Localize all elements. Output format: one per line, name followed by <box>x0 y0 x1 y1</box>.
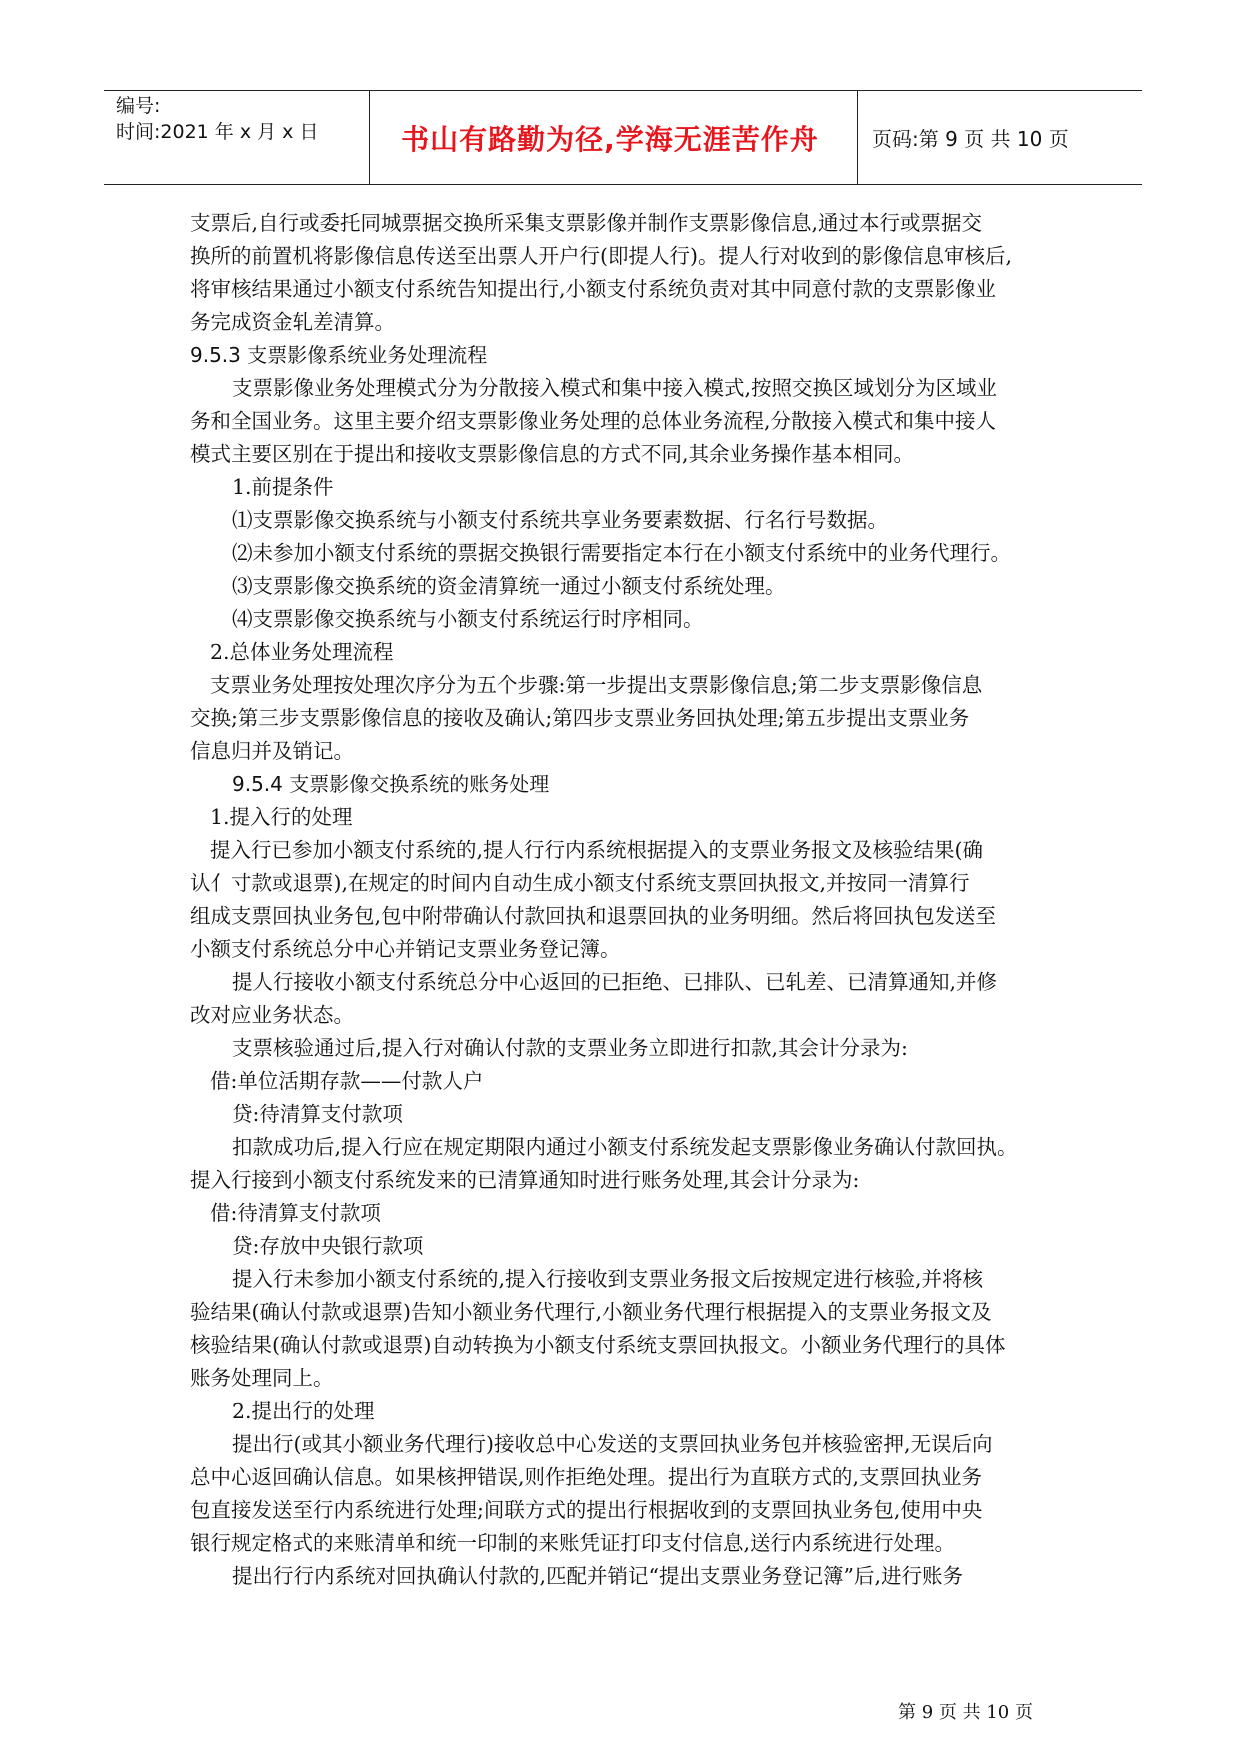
body-line: 总中心返回确认信息。如果核押错误,则作拒绝处理。提出行为直联方式的,支票回执业务 <box>190 1465 983 1489</box>
body-line: 提人行接收小额支付系统总分中心返回的已拒绝、已排队、已轧差、已清算通知,并修 <box>232 970 998 994</box>
body-line: 交换;第三步支票影像信息的接收及确认;第四步支票业务回执处理;第五步提出支票业务 <box>190 706 970 730</box>
body-line: 务完成资金轧差清算。 <box>190 310 395 334</box>
body-line: 模式主要区别在于提出和接收支票影像信息的方式不同,其余业务操作基本相同。 <box>190 442 915 466</box>
body-line: 将审核结果通过小额支付系统告知提出行,小额支付系统负责对其中同意付款的支票影像业 <box>190 277 997 301</box>
list-item: ⑵未参加小额支付系统的票据交换银行需要指定本行在小额支付系统中的业务代理行。 <box>232 541 1011 565</box>
body-line: 提入行未参加小额支付系统的,提入行接收到支票业务报文后按规定进行核验,并将核 <box>232 1267 984 1291</box>
body-line: 核验结果(确认付款或退票)自动转换为小额支付系统支票回执报文。小额业务代理行的具体 <box>190 1333 1006 1357</box>
body-line: 验结果(确认付款或退票)告知小额业务代理行,小额业务代理行根据提入的支票业务报文及 <box>190 1300 992 1324</box>
body-line: 提入行接到小额支付系统发来的已清算通知时进行账务处理,其会计分录为: <box>190 1168 860 1192</box>
header-page-number: 页码:第 9 页 共 10 页 <box>872 127 1069 151</box>
subheading: 2.提出行的处理 <box>232 1399 375 1423</box>
journal-entry: 贷:存放中央银行款项 <box>232 1234 424 1258</box>
body-line: 银行规定格式的来账清单和统一印制的来账凭证打印支付信息,送行内系统进行处理。 <box>190 1531 956 1555</box>
journal-entry: 贷:待清算支付款项 <box>232 1102 403 1126</box>
header-motto: 书山有路勤为径,学海无涯苦作舟 <box>401 122 819 156</box>
doc-time-label: 时间:2021 年 x 月 x 日 <box>116 121 319 143</box>
body-line: 信息归并及销记。 <box>190 739 354 763</box>
document-body <box>190 207 1060 1593</box>
body-line: 认亻寸款或退票),在规定的时间内自动生成小额支付系统支票回执报文,并按同一清算行 <box>190 871 970 895</box>
body-line: 支票后,自行或委托同城票据交换所采集支票影像并制作支票影像信息,通过本行或票据交 <box>190 211 983 235</box>
body-line: 提出行(或其小额业务代理行)接收总中心发送的支票回执业务包并核验密押,无误后向 <box>232 1432 993 1456</box>
subheading: 2.总体业务处理流程 <box>210 640 394 664</box>
subheading: 1.前提条件 <box>232 475 334 499</box>
body-line: 小额支付系统总分中心并销记支票业务登记簿。 <box>190 937 621 961</box>
body-line: 支票核验通过后,提入行对确认付款的支票业务立即进行扣款,其会计分录为: <box>232 1036 908 1060</box>
header-divider <box>857 91 858 184</box>
body-line: 务和全国业务。这里主要介绍支票影像业务处理的总体业务流程,分散接入模式和集中接人 <box>190 409 997 433</box>
section-heading: 9.5.4 支票影像交换系统的账务处理 <box>232 772 550 796</box>
body-line: 支票影像业务处理模式分为分散接入模式和集中接入模式,按照交换区域划分为区域业 <box>232 376 998 400</box>
doc-number-label: 编号: <box>116 95 161 117</box>
body-line: 包直接发送至行内系统进行处理;间联方式的提出行根据收到的支票回执业务包,使用中央 <box>190 1498 983 1522</box>
body-line: 提出行行内系统对回执确认付款的,匹配并销记“提出支票业务登记簿”后,进行账务 <box>232 1564 963 1588</box>
body-line: 支票业务处理按处理次序分为五个步骤:第一步提出支票影像信息;第二步支票影像信息 <box>210 673 983 697</box>
list-item: ⑴支票影像交换系统与小额支付系统共享业务要素数据、行名行号数据。 <box>232 508 888 532</box>
body-line: 提入行已参加小额支付系统的,提人行行内系统根据提入的支票业务报文及核验结果(确 <box>210 838 984 862</box>
subheading: 1.提入行的处理 <box>210 805 353 829</box>
header-left-cell <box>116 93 318 145</box>
journal-entry: 借:待清算支付款项 <box>210 1201 381 1225</box>
page-footer: 第 9 页 共 10 页 <box>898 1702 1033 1723</box>
body-line: 换所的前置机将影像信息传送至出票人开户行(即提人行)。提人行对收到的影像信息审核后, <box>190 244 1013 268</box>
section-heading: 9.5.3 支票影像系统业务处理流程 <box>190 343 488 367</box>
page-header <box>104 90 1142 185</box>
body-line: 改对应业务状态。 <box>190 1003 354 1027</box>
body-line: 组成支票回执业务包,包中附带确认付款回执和退票回执的业务明细。然后将回执包发送至 <box>190 904 997 928</box>
body-line: 账务处理同上。 <box>190 1366 334 1390</box>
body-line: 扣款成功后,提入行应在规定期限内通过小额支付系统发起支票影像业务确认付款回执。 <box>232 1135 1018 1159</box>
journal-entry: 借:单位活期存款——付款人户 <box>210 1069 484 1093</box>
list-item: ⑷支票影像交换系统与小额支付系统运行时序相同。 <box>232 607 704 631</box>
list-item: ⑶支票影像交换系统的资金清算统一通过小额支付系统处理。 <box>232 574 786 598</box>
